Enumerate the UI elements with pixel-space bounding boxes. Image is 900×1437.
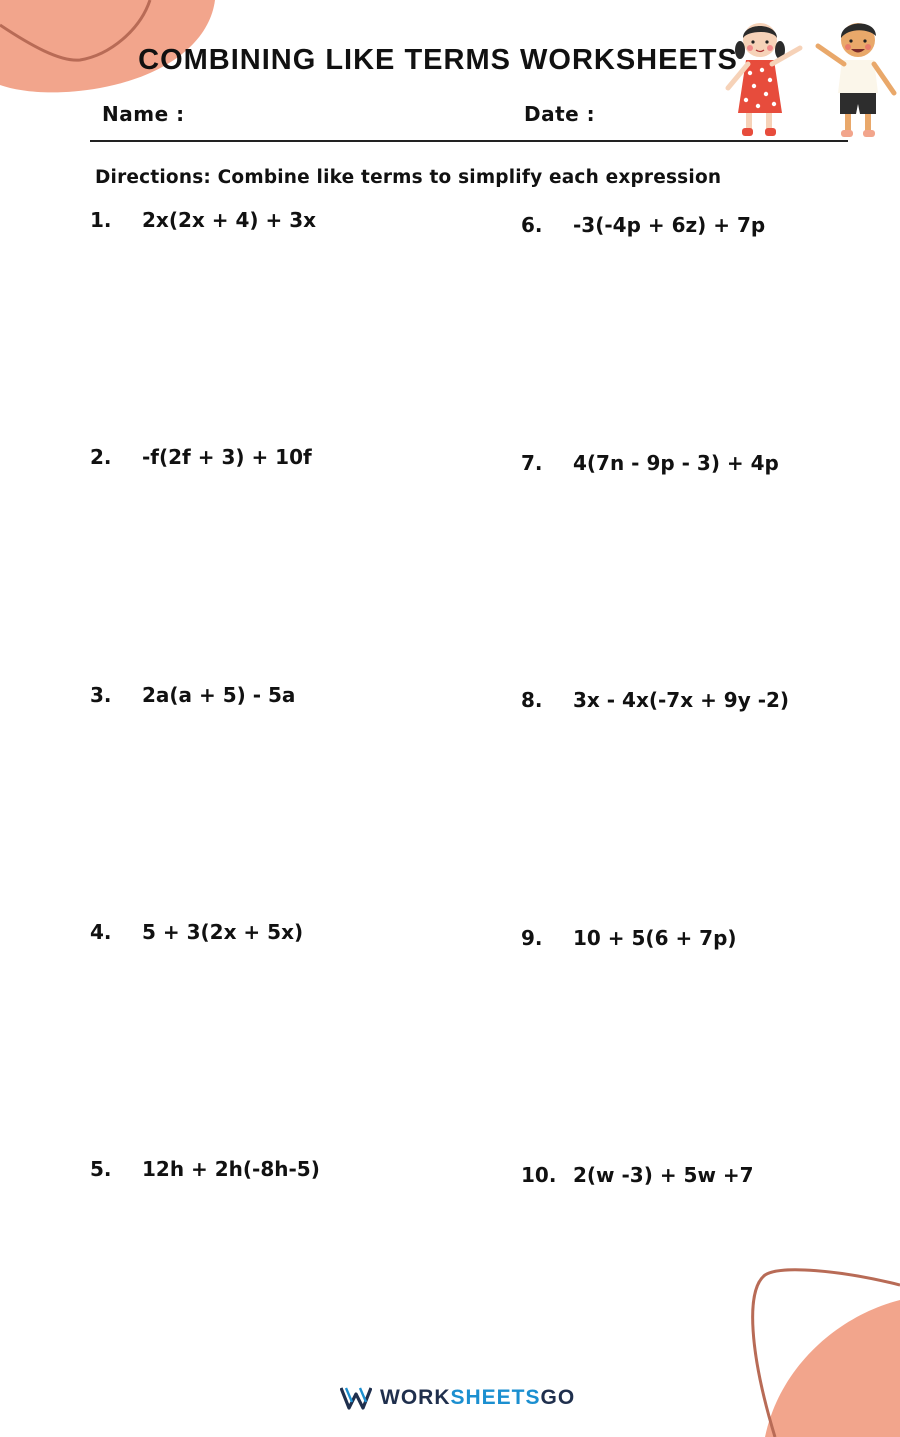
- problem-expression: -f(2f + 3) + 10f: [142, 445, 312, 469]
- problem-number: 7.: [521, 451, 543, 475]
- problem-number: 10.: [521, 1163, 557, 1187]
- problem-9: [521, 926, 737, 950]
- problem-3: [90, 683, 295, 707]
- page-title: COMBINING LIKE TERMS WORKSHEETS: [138, 44, 738, 76]
- boy-figure-icon: [818, 23, 894, 137]
- problem-10: [521, 1163, 754, 1187]
- problem-number: 4.: [90, 920, 112, 944]
- problem-5: [90, 1157, 320, 1181]
- footer-brand: [340, 1381, 575, 1415]
- problem-number: 9.: [521, 926, 543, 950]
- problem-expression: 2x(2x + 4) + 3x: [142, 208, 317, 232]
- kids-illustration: [718, 18, 900, 143]
- problem-number: 5.: [90, 1157, 112, 1181]
- problem-7: [521, 451, 779, 475]
- problem-number: 6.: [521, 213, 543, 237]
- brand-part1: WORKSHEETS: [380, 1386, 541, 1409]
- name-label: Name :: [102, 102, 185, 126]
- problem-4: [90, 920, 303, 944]
- brand-name: [380, 1386, 575, 1410]
- problem-expression: 2(w -3) + 5w +7: [573, 1163, 754, 1187]
- worksheetsgo-logo-icon: [340, 1386, 372, 1410]
- brand-part2: GO: [540, 1386, 576, 1409]
- header-rule: [90, 140, 848, 142]
- problem-expression: 3x - 4x(-7x + 9y -2): [573, 688, 790, 712]
- problem-number: 1.: [90, 208, 112, 232]
- problem-expression: -3(-4p + 6z) + 7p: [573, 213, 766, 237]
- bottom-right-decorative-blob: [720, 1265, 900, 1437]
- problem-expression: 12h + 2h(-8h-5): [142, 1157, 320, 1181]
- directions-text: Directions: Combine like terms to simplify each expression: [95, 167, 722, 188]
- problem-expression: 10 + 5(6 + 7p): [573, 926, 737, 950]
- problem-number: 2.: [90, 445, 112, 469]
- girl-figure-icon: [728, 23, 800, 136]
- problem-8: [521, 688, 789, 712]
- problem-1: [90, 208, 316, 232]
- problem-6: [521, 213, 765, 237]
- date-label: Date :: [524, 102, 596, 126]
- problem-number: 8.: [521, 688, 543, 712]
- problem-number: 3.: [90, 683, 112, 707]
- problem-expression: 5 + 3(2x + 5x): [142, 920, 304, 944]
- problem-expression: 2a(a + 5) - 5a: [142, 683, 296, 707]
- problem-expression: 4(7n - 9p - 3) + 4p: [573, 451, 779, 475]
- problem-2: [90, 445, 312, 469]
